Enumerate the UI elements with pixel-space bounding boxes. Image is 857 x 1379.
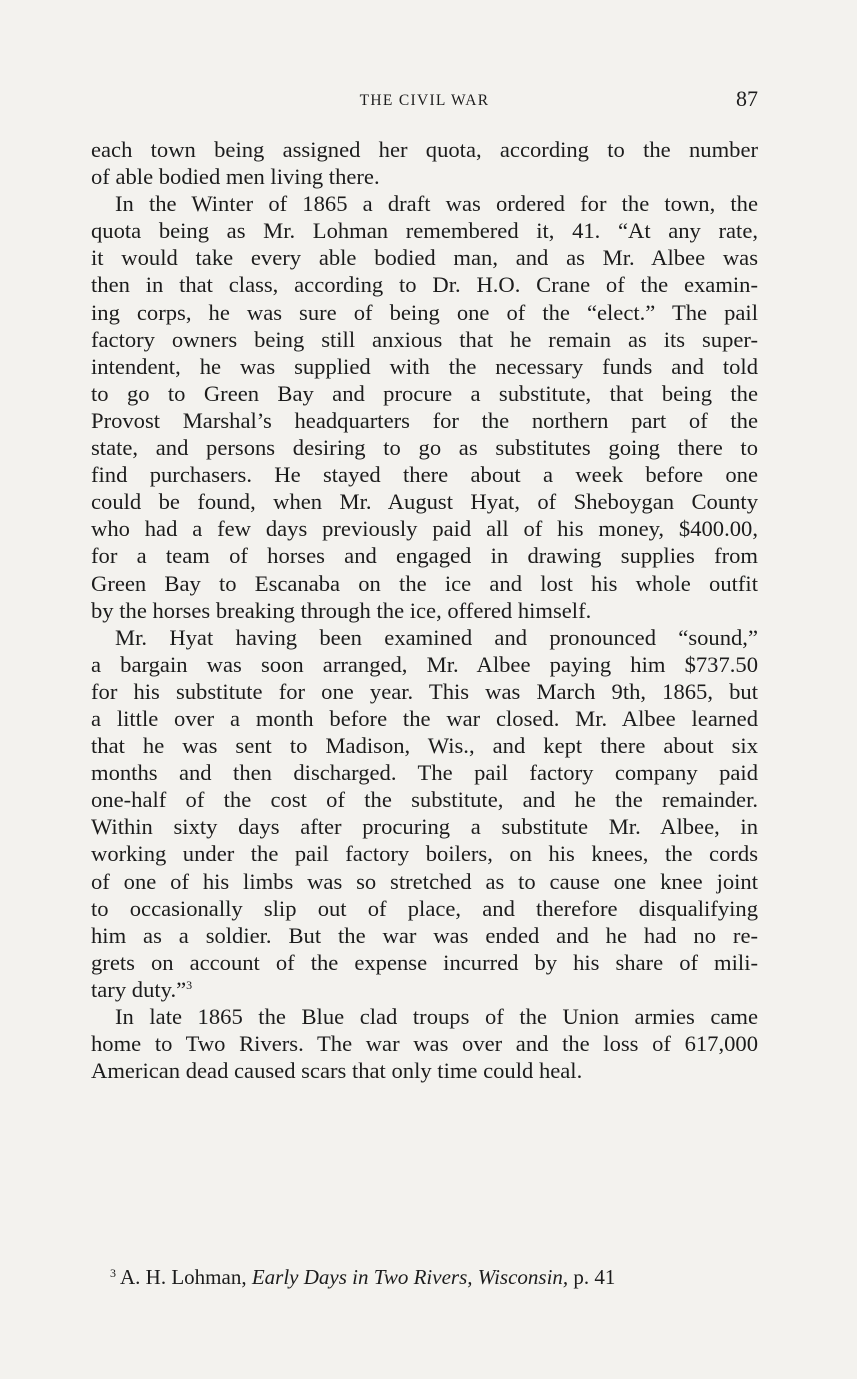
text-line: one-half of the cost of the substitute, and he the remainder. xyxy=(91,787,758,813)
paragraph-draft xyxy=(91,190,758,624)
text-line-with-note xyxy=(91,976,758,1003)
body-text xyxy=(91,136,758,1084)
paragraph-substitute xyxy=(91,624,758,1003)
text-line: intendent, he was supplied with the necessary funds and told xyxy=(91,353,758,379)
text-line: In late 1865 the Blue clad troups of the Union armies came xyxy=(115,1004,758,1029)
text-line: for his substitute for one year. This was March 9th, 1865, but xyxy=(91,678,758,704)
text-line: a bargain was soon arranged, Mr. Albee paying him $737.50 xyxy=(91,651,758,677)
text-line: Mr. Hyat having been examined and pronounced “sound,” xyxy=(115,624,758,650)
text-line: a little over a month before the war closed. Mr. Albee learned xyxy=(91,705,758,731)
text-line: each town being assigned her quota, according to the number xyxy=(91,137,758,162)
text-line: Within sixty days after procuring a substitute Mr. Albee, in xyxy=(91,814,758,840)
text-line: tary duty.” xyxy=(91,976,187,1002)
footnote-reference: 3 xyxy=(186,977,193,992)
text-line: American dead caused scars that only time could heal. xyxy=(91,1058,583,1084)
text-line: working under the pail factory boilers, on his knees, the cords xyxy=(91,841,758,867)
text-line: grets on account of the expense incurred by his share of mili- xyxy=(91,949,758,975)
text-line: factory owners being still anxious that he remain as its super- xyxy=(91,326,758,352)
text-line: of able bodied men living there. xyxy=(91,164,380,190)
text-line: him as a soldier. But the war was ended and he had no re- xyxy=(91,922,758,948)
text-line: In the Winter of 1865 a draft was ordered for the town, the xyxy=(115,191,758,217)
text-line: find purchasers. He stayed there about a week before one xyxy=(91,462,758,488)
text-line: to occasionally slip out of place, and therefore disqualifying xyxy=(91,895,758,921)
text-line: by the horses breaking through the ice, offered himself. xyxy=(91,597,592,623)
text-line: for a team of horses and engaged in drawing supplies from xyxy=(91,543,758,569)
paragraph-war-end xyxy=(91,1003,758,1084)
text-line: it would take every able bodied man, and as Mr. Albee was xyxy=(91,245,758,271)
page-number: 87 xyxy=(736,86,758,111)
text-line: to go to Green Bay and procure a substitute, that being the xyxy=(91,380,758,406)
running-head xyxy=(91,86,758,116)
text-line: who had a few days previously paid all of his money, $400.00, xyxy=(91,516,758,542)
paragraph-continuation xyxy=(91,136,758,190)
text-line: quota being as Mr. Lohman remembered it, 41. “At any rate, xyxy=(91,218,758,244)
text-line: that he was sent to Madison, Wis., and kept there about six xyxy=(91,733,758,759)
text-line: Provost Marshal’s headquarters for the northern part of the xyxy=(91,407,758,433)
text-line: of one of his limbs was so stretched as to cause one knee joint xyxy=(91,868,758,894)
text-line: Green Bay to Escanaba on the ice and lost his whole outfit xyxy=(91,570,758,596)
text-line: then in that class, according to Dr. H.O. Crane of the examin- xyxy=(91,272,758,298)
running-title: THE CIVIL WAR xyxy=(359,92,490,109)
footnote-page: p. 41 xyxy=(568,1265,616,1289)
footnote-mark: 3 xyxy=(110,1266,116,1280)
footnote xyxy=(110,1265,760,1290)
text-line: state, and persons desiring to go as substitutes going there to xyxy=(91,435,758,461)
text-line: could be found, when Mr. August Hyat, of Sheboygan County xyxy=(91,489,758,515)
text-line: months and then discharged. The pail factory company paid xyxy=(91,760,758,786)
footnote-author: A. H. Lohman, xyxy=(120,1265,252,1289)
text-line: ing corps, he was sure of being one of the “elect.” The pail xyxy=(91,299,758,325)
footnote-title: Early Days in Two Rivers, Wisconsin, xyxy=(251,1265,569,1289)
text-line: home to Two Rivers. The war was over and the loss of 617,000 xyxy=(91,1031,758,1057)
